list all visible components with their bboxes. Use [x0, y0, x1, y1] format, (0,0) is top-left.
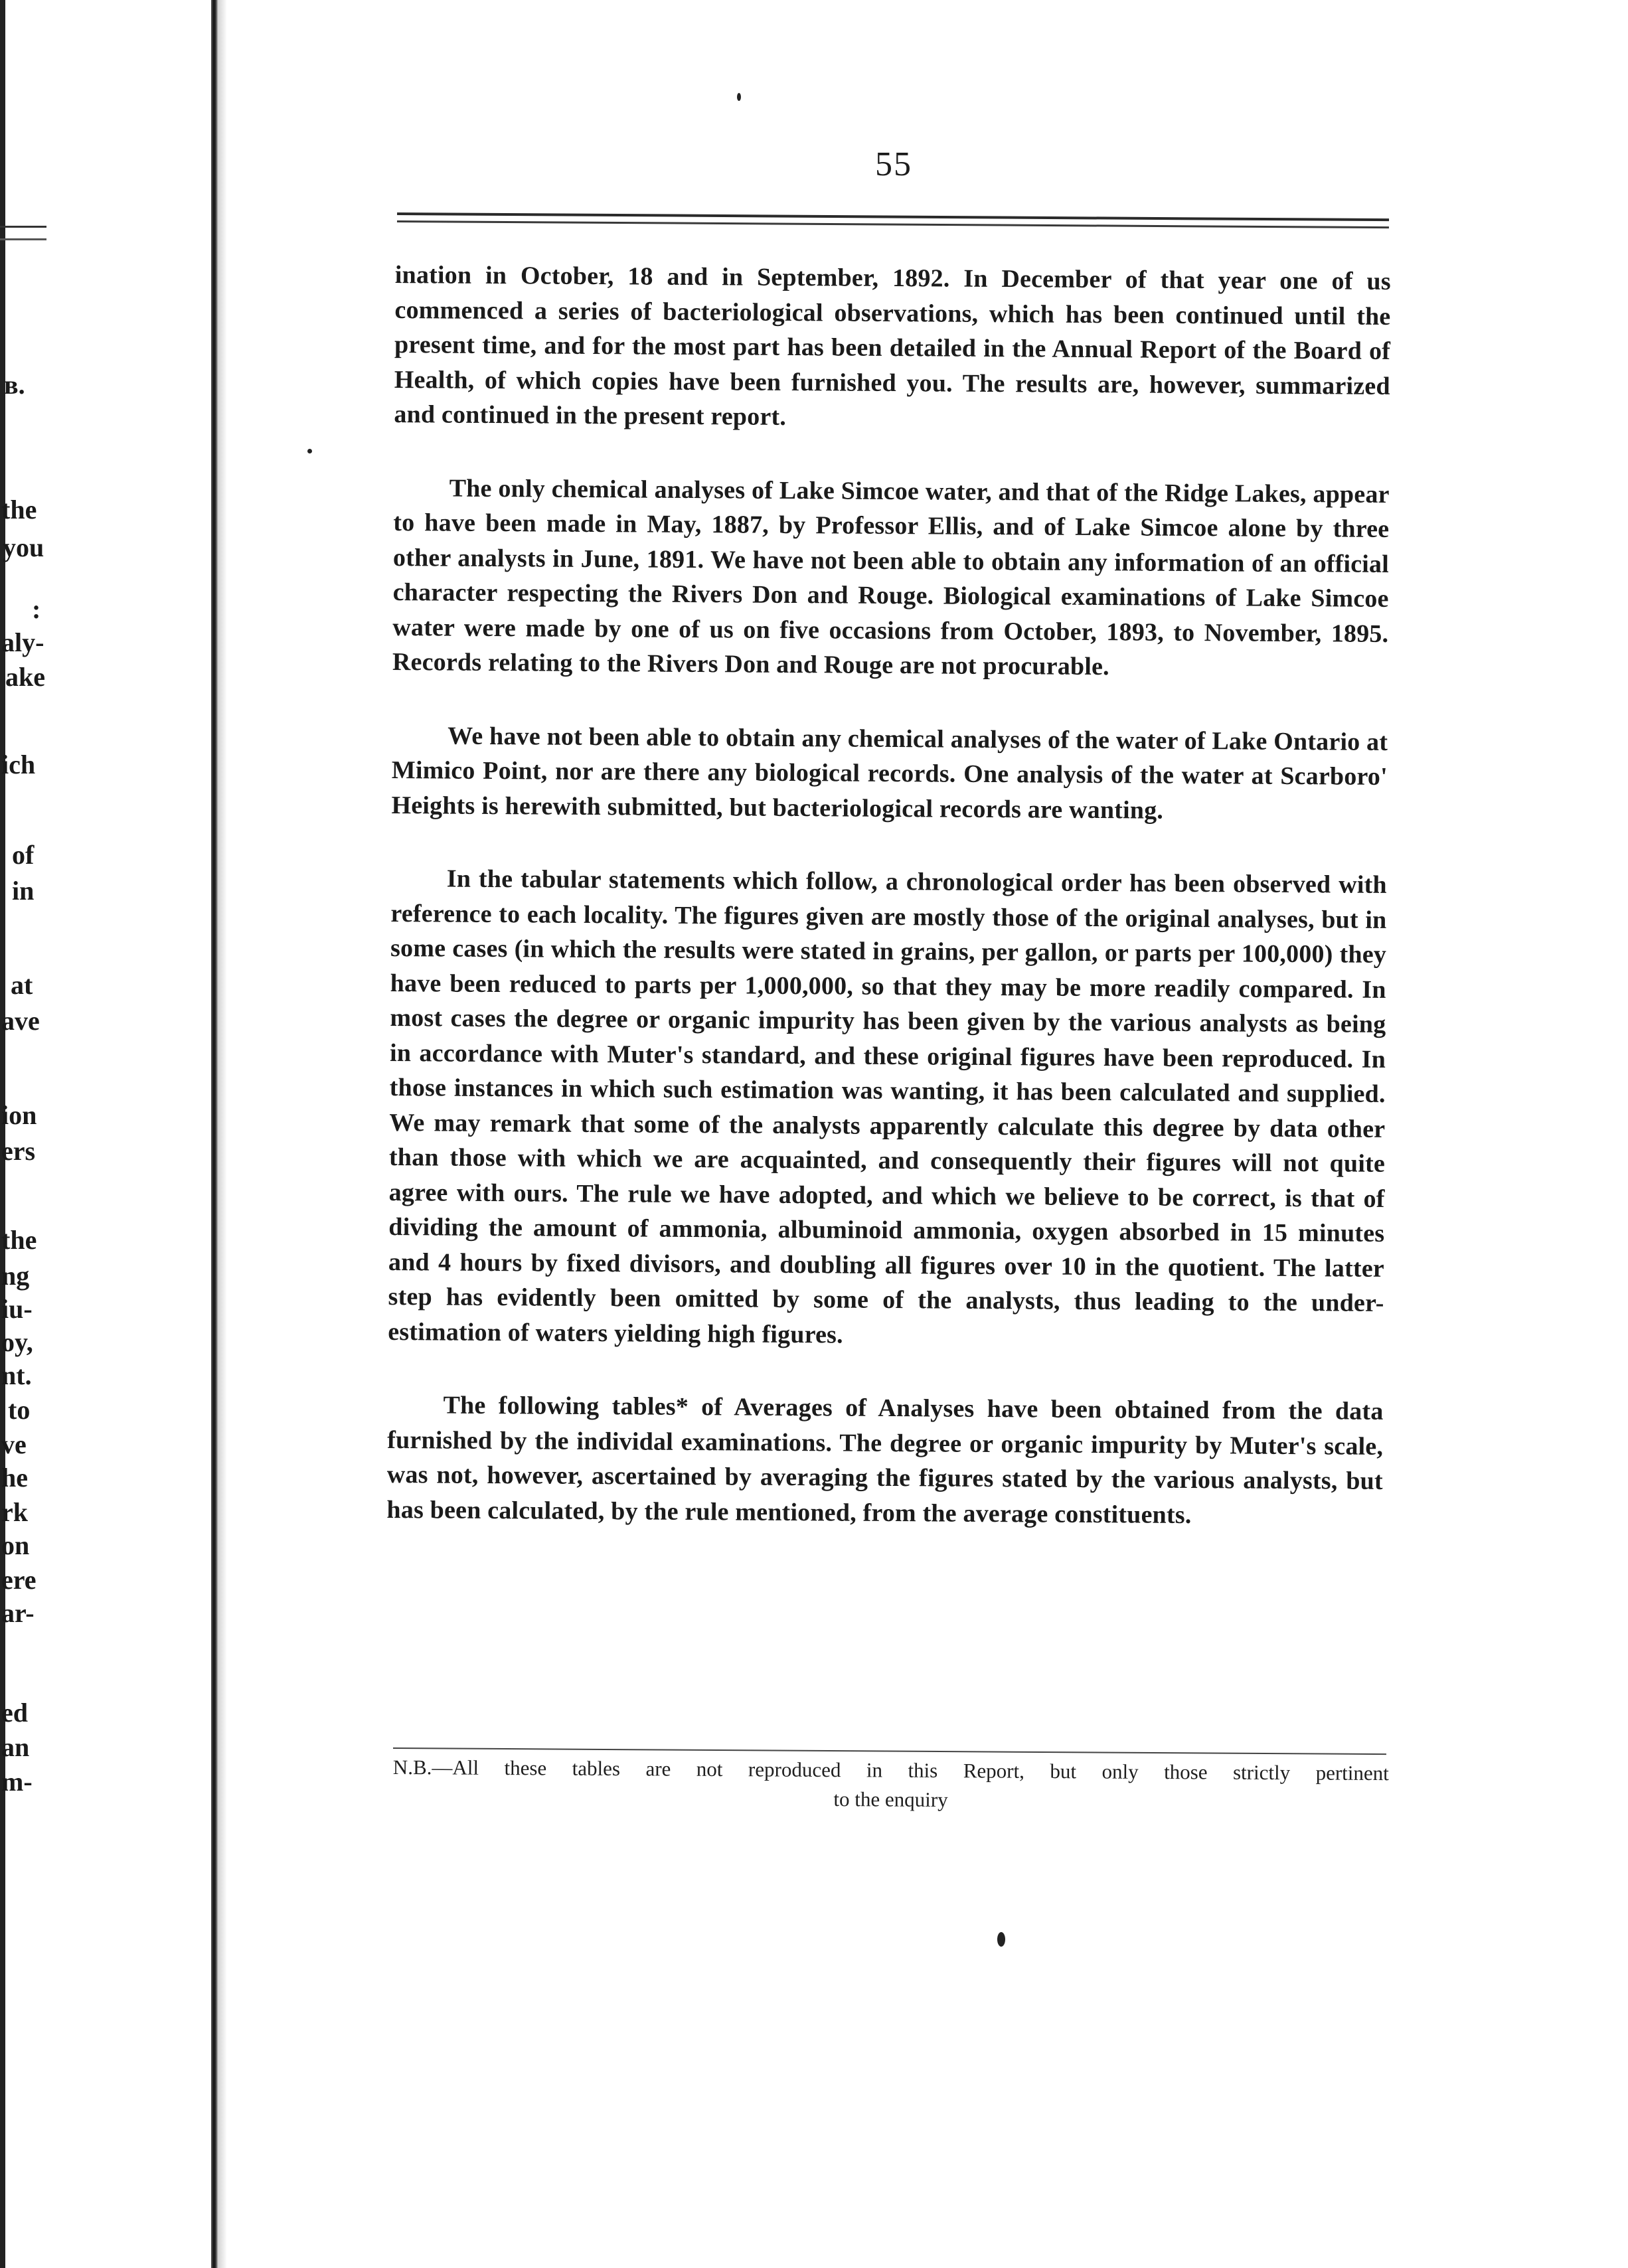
- left-fragment: aly-: [1, 627, 44, 657]
- left-fragment: he: [1, 1463, 28, 1493]
- footnote-line-1: N.B.—All these tables are not reproduced in this Report, but only those strictly pertinent: [392, 1755, 1389, 1785]
- left-fragment: at: [11, 970, 33, 1000]
- left-fragment: on: [1, 1530, 30, 1560]
- left-fragment: ar-: [1, 1598, 35, 1628]
- left-fragment: ng: [1, 1261, 30, 1291]
- left-fragment: ed: [1, 1698, 28, 1728]
- paragraph-chemical-analyses: The only chemical analyses of Lake Simcoe water, and that of the Ridge Lakes, appear to have been made in May, 1887, by Professor Ellis, and of Lake Simcoe alone by three other analysts in June, 1891. We have not been able to obtain any information of an official character respecting the Rivers Don and Rouge. Biological examinations of Lake Simcoe water were made by one of us on five occasions from October, 1893, to November, 1895. Records relating to the Rivers Don and Rouge are not procurable.: [392, 474, 1390, 681]
- left-fragment: ere: [1, 1565, 37, 1595]
- header-double-rule: [397, 212, 1389, 233]
- paragraph-tabular-statements: In the tabular statements which follow, a chronological order has been observed with reference to each locality. The figures given are mostly those of the original analyses, but in some cases (in which the results were stated in grains, per gallon, or parts per 100,000) they have been reduced to parts per 1,000,000, so that they may be more readily compared. In most cases the degree or organic impurity has been given by the various analysts as being in accordance with Muter's standard, and these original figures have been reproduced. In those instances in which such estimation was wanting, it has been calculated and supplied. We may remark that some of the analysts apparently calculate this degree by data other than those with which we are acquainted, and consequently their figures will not quite agree with ours. The rule we have adopted, and which we believe to be correct, is that of dividing the amount of ammonia, albuminoid ammonia, oxygen absorbed in 15 minutes and 4 hours by fixed divisors, and doubling all figures over 10 in the quotient. The latter step has evidently been omitted by some of the analysts, thus leading to the under-estimation of waters yielding high figures.: [388, 864, 1387, 1349]
- left-fragment: in: [12, 876, 35, 906]
- footnote-line-2: to the enquiry: [833, 1787, 948, 1812]
- paragraph-lake-ontario: We have not been able to obtain any chemical analyses of the water of Lake Ontario at Mimico Point, nor are there any biological records. One analysis of the water at Scarboro' Heights is herewith submitted, but bacteriological records are wanting.: [391, 722, 1388, 825]
- scan-speck: [737, 93, 741, 101]
- left-fragment: to: [8, 1395, 31, 1425]
- left-fragment: в.: [4, 370, 25, 400]
- left-fragment: ake: [5, 662, 45, 692]
- left-fragment: the: [1, 1225, 37, 1255]
- left-fragment: an: [1, 1732, 30, 1762]
- left-page-header-rule: [0, 226, 46, 240]
- gutter-line: [211, 0, 218, 2268]
- scan-speck: [307, 449, 312, 453]
- body-text: [386, 258, 1391, 1572]
- page-number: 55: [875, 145, 912, 183]
- left-fragment: ich: [1, 750, 36, 779]
- left-page-fragments: [0, 0, 199, 2268]
- footnote: [392, 1753, 1389, 1817]
- gutter-shadow: [218, 0, 227, 2268]
- left-fragment: nt.: [1, 1360, 32, 1390]
- left-fragment: ion: [1, 1100, 37, 1130]
- left-fragment: ers: [1, 1136, 36, 1166]
- left-fragment: you: [3, 532, 44, 562]
- left-fragment: rk: [1, 1497, 28, 1527]
- left-fragment: iu-: [1, 1294, 33, 1324]
- paragraph-averages: The following tables* of Averages of Analyses have been obtained from the data furnished by the individal examinations. The degree or organic impurity by Muter's scale, was not, however, ascertained by averaging the figures stated by the various analysts, but has been calculated, by the rule mentioned, from the average constituents.: [386, 1391, 1384, 1529]
- left-fragment: m-: [1, 1767, 33, 1797]
- paragraph-continuation: ination in October, 18 and in September, 1892. In December of that year one of us commenced a series of bacteriological observations, which has been continued until the present time, and for the most part has been detailed in the Annual Report of the Board of Health, of which copies have been furnished you. The results are, however, summarized and continued in the present report.: [394, 260, 1391, 431]
- left-fragment: of: [12, 840, 35, 870]
- left-fragment: :: [32, 594, 41, 624]
- left-fragment: oy,: [1, 1327, 33, 1357]
- left-fragment: ave: [1, 1006, 40, 1036]
- scan-speck: [997, 1932, 1005, 1947]
- left-fragment: the: [1, 495, 37, 525]
- left-fragment: ve: [1, 1429, 27, 1459]
